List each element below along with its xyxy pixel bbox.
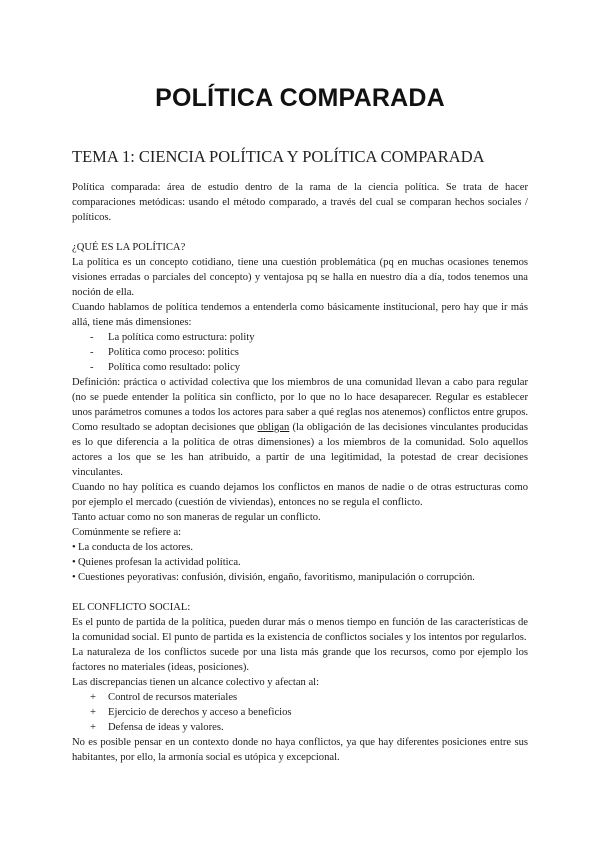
dash-marker: - bbox=[90, 332, 94, 343]
paragraph-regulate: Tanto actuar como no son maneras de regular un conflicto. bbox=[72, 512, 321, 523]
document-title: POLÍTICA COMPARADA bbox=[155, 84, 445, 112]
document-body bbox=[72, 180, 528, 765]
definition-paragraph: Definición: práctica o actividad colectiva que los miembros de una comunidad llevan a cabo para regular (no se puede entender la política sin conflicto, por lo que no lo hace desaparecer. Regular es establecer unos parámetros comunes a todos los actores para saber a qué reglas nos atenemos) conflictos entre grupos. Como resultado se adoptan decisiones que obligan (la obligación de las decisiones vinculantes producidas es lo que diferencia a la política de otras dimensiones) a los miembros de la comunidad. Solo aquellos actores a los que se les han atribuido, a partir de una legitimidad, la potestad de crear decisiones vinculantes. bbox=[72, 377, 529, 478]
list-item: + Defensa de ideas y valores. bbox=[90, 722, 224, 733]
section-title: TEMA 1: CIENCIA POLÍTICA Y POLÍTICA COMPARADA bbox=[72, 147, 485, 166]
conflict-heading: EL CONFLICTO SOCIAL: bbox=[72, 602, 191, 613]
intro-paragraph: Política comparada: área de estudio dentro de la rama de la ciencia política. Se trata de hacer comparaciones metódicas: usando el método comparado, a través del cual se comparan hechos sociales / políticos. bbox=[72, 182, 528, 223]
plus-marker: + bbox=[90, 722, 96, 733]
politics-heading: ¿QUÉ ES LA POLÍTICA? bbox=[72, 242, 186, 253]
paragraph-harmony: No es posible pensar en un contexto donde no haya conflictos, ya que hay diferentes posiciones entre sus habitantes, por ello, la armonía social es utópica y excepcional. bbox=[72, 737, 528, 763]
paragraph-dimensions: Cuando hablamos de política tendemos a entenderla como básicamente institucional, pero hay que ir más allá, tiene más dimensiones: bbox=[72, 302, 528, 328]
list-item: + Ejercicio de derechos y acceso a beneficios bbox=[90, 707, 292, 718]
dash-marker: - bbox=[90, 362, 94, 373]
paragraph-concept: La política es un concepto cotidiano, tiene una cuestión problemática (pq en muchas ocasiones tenemos visiones erradas o parciales del concepto) y ventajosa pq se halla en nuestro día a día, todos tenemos una noción de ella. bbox=[72, 257, 528, 298]
list-item: + Control de recursos materiales bbox=[90, 692, 238, 703]
paragraph-discrepancies: Las discrepancias tienen un alcance colectivo y afectan al: bbox=[72, 677, 320, 688]
paragraph-conflict-start: Es el punto de partida de la política, pueden durar más o menos tiempo en función de las características de la comunidad social. El punto de partida es la existencia de conflictos sociales y los intentos por regularlos. bbox=[72, 617, 528, 643]
affects-list bbox=[72, 690, 528, 735]
paragraph-refers: Comúnmente se refiere a: bbox=[72, 527, 182, 538]
refers-list bbox=[72, 540, 528, 585]
list-item: • La conducta de los actores. bbox=[72, 542, 194, 553]
bullet-marker: • bbox=[72, 542, 76, 553]
list-item: - Política como resultado: policy bbox=[90, 362, 241, 373]
underlined-term: obligan bbox=[257, 422, 290, 433]
bullet-marker: • bbox=[72, 557, 76, 568]
dimensions-list bbox=[72, 330, 528, 375]
list-item: • Cuestiones peyorativas: confusión, división, engaño, favoritismo, manipulación o corrupción. bbox=[72, 572, 475, 583]
list-item: - La política como estructura: polity bbox=[90, 332, 255, 343]
plus-marker: + bbox=[90, 692, 96, 703]
bullet-marker: • bbox=[72, 572, 76, 583]
dash-marker: - bbox=[90, 347, 94, 358]
list-item: - Política como proceso: politics bbox=[90, 347, 239, 358]
paragraph-conflict-nature: La naturaleza de los conflictos sucede por una lista más grande que los recursos, como por ejemplo los factores no materiales (ideas, posiciones). bbox=[72, 647, 528, 673]
paragraph-no-politics: Cuando no hay política es cuando dejamos los conflictos en manos de nadie o de otras estructuras como por ejemplo el mercado (cuestión de viviendas), entonces no se regula el conflicto. bbox=[72, 482, 528, 508]
plus-marker: + bbox=[90, 707, 96, 718]
list-item: • Quienes profesan la actividad política. bbox=[72, 557, 241, 568]
